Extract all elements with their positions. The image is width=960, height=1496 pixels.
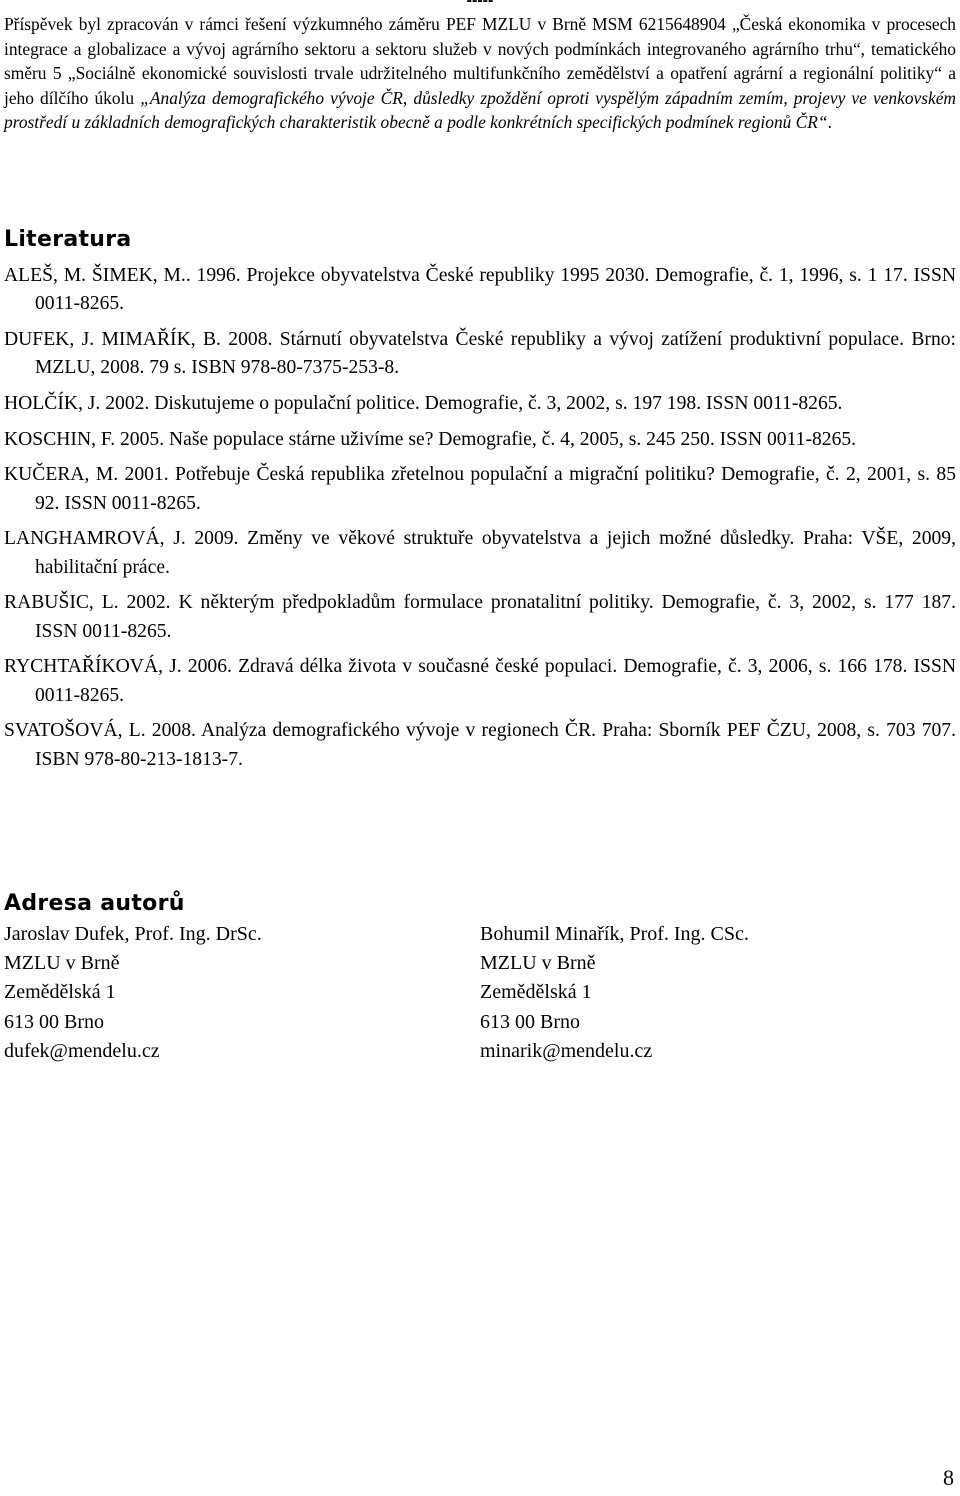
acknowledgement-text: Příspěvek byl zpracován v rámci řešení výzkumného záměru PEF MZLU v Brně MSM 6215648904 „Česká ekonomika v procesech integrace a globalizace a vývoj agrárního sektoru a sektoru služeb v nových podmínkách integrovaného agrárního trhu“, tematického směru 5 „Sociálně ekonomické souvislosti trvale udržitelného multifunkčního zemědělství a opatření agrární a regionální politiky“ a jeho dílčího úkolu <box>4 14 956 108</box>
author-address-left <box>4 920 262 1066</box>
author-city: 613 00 Brno <box>4 1010 104 1033</box>
author-city: 613 00 Brno <box>480 1010 580 1033</box>
author-institution: MZLU v Brně <box>480 952 596 975</box>
reference-item: LANGHAMROVÁ, J. 2009. Změny ve věkové struktuře obyvatelstva a jejich možné důsledky. Praha: VŠE, 2009, habilitační práce. <box>4 528 956 578</box>
author-name: Jaroslav Dufek, Prof. Ing. DrSc. <box>4 923 262 945</box>
reference-item: RABUŠIC, L. 2002. K některým předpokladům formulace pronatalitní politiky. Demografie, č. 3, 2002, s. 177 187. ISSN 0011-8265. <box>4 592 956 642</box>
author-email: minarik@mendelu.cz <box>480 1039 653 1062</box>
acknowledgement-paragraph <box>4 12 956 135</box>
authors-heading: Adresa autorů <box>4 891 185 916</box>
reference-item: RYCHTAŘÍKOVÁ, J. 2006. Zdravá délka života v současné české populaci. Demografie, č. 3, 2006, s. 166 178. ISSN 0011-8265. <box>4 656 956 706</box>
reference-item: HOLČÍK, J. 2002. Diskutujeme o populační politice. Demografie, č. 3, 2002, s. 197 198. ISSN 0011-8265. <box>4 393 843 414</box>
author-street: Zemědělská 1 <box>4 981 116 1004</box>
author-street: Zemědělská 1 <box>480 981 592 1004</box>
reference-item: DUFEK, J. MIMAŘÍK, B. 2008. Stárnutí obyvatelstva České republiky a vývoj zatížení produktivní populace. Brno: MZLU, 2008. 79 s. ISBN 978-80-7375-253-8. <box>4 329 956 379</box>
acknowledgement-end: . <box>827 112 832 133</box>
reference-list <box>4 262 956 781</box>
reference-item: KUČERA, M. 2001. Potřebuje Česká republika zřetelnou populační a migrační politiku? Demografie, č. 2, 2001, s. 85 92. ISSN 0011-8265. <box>4 464 956 514</box>
reference-item: ALEŠ, M. ŠIMEK, M.. 1996. Projekce obyvatelstva České republiky 1995 2030. Demografie, č. 1, 1996, s. 1 17. ISSN 0011-8265. <box>4 265 956 315</box>
author-email: dufek@mendelu.cz <box>4 1039 160 1062</box>
author-institution: MZLU v Brně <box>4 952 120 975</box>
author-address-right <box>480 920 749 1066</box>
page-number: 8 <box>943 1465 954 1490</box>
reference-item: SVATOŠOVÁ, L. 2008. Analýza demografického vývoje v regionech ČR. Praha: Sborník PEF ČZU, 2008, s. 703 707. ISBN 978-80-213-1813-7. <box>4 720 956 770</box>
header-dashes: ----- <box>466 0 494 9</box>
acknowledgement-task-title: „Analýza demografického vývoje ČR, důsledky zpoždění oproti vyspělým západním zemím, projevy ve venkovském prostředí u základních demografických charakteristik obecně a podle konkrétních specifických podmínek regionů ČR“ <box>4 87 956 133</box>
reference-item: KOSCHIN, F. 2005. Naše populace stárne uživíme se? Demografie, č. 4, 2005, s. 245 250. ISSN 0011-8265. <box>4 428 857 450</box>
literature-heading: Literatura <box>4 227 132 252</box>
author-name: Bohumil Minařík, Prof. Ing. CSc. <box>480 923 749 945</box>
